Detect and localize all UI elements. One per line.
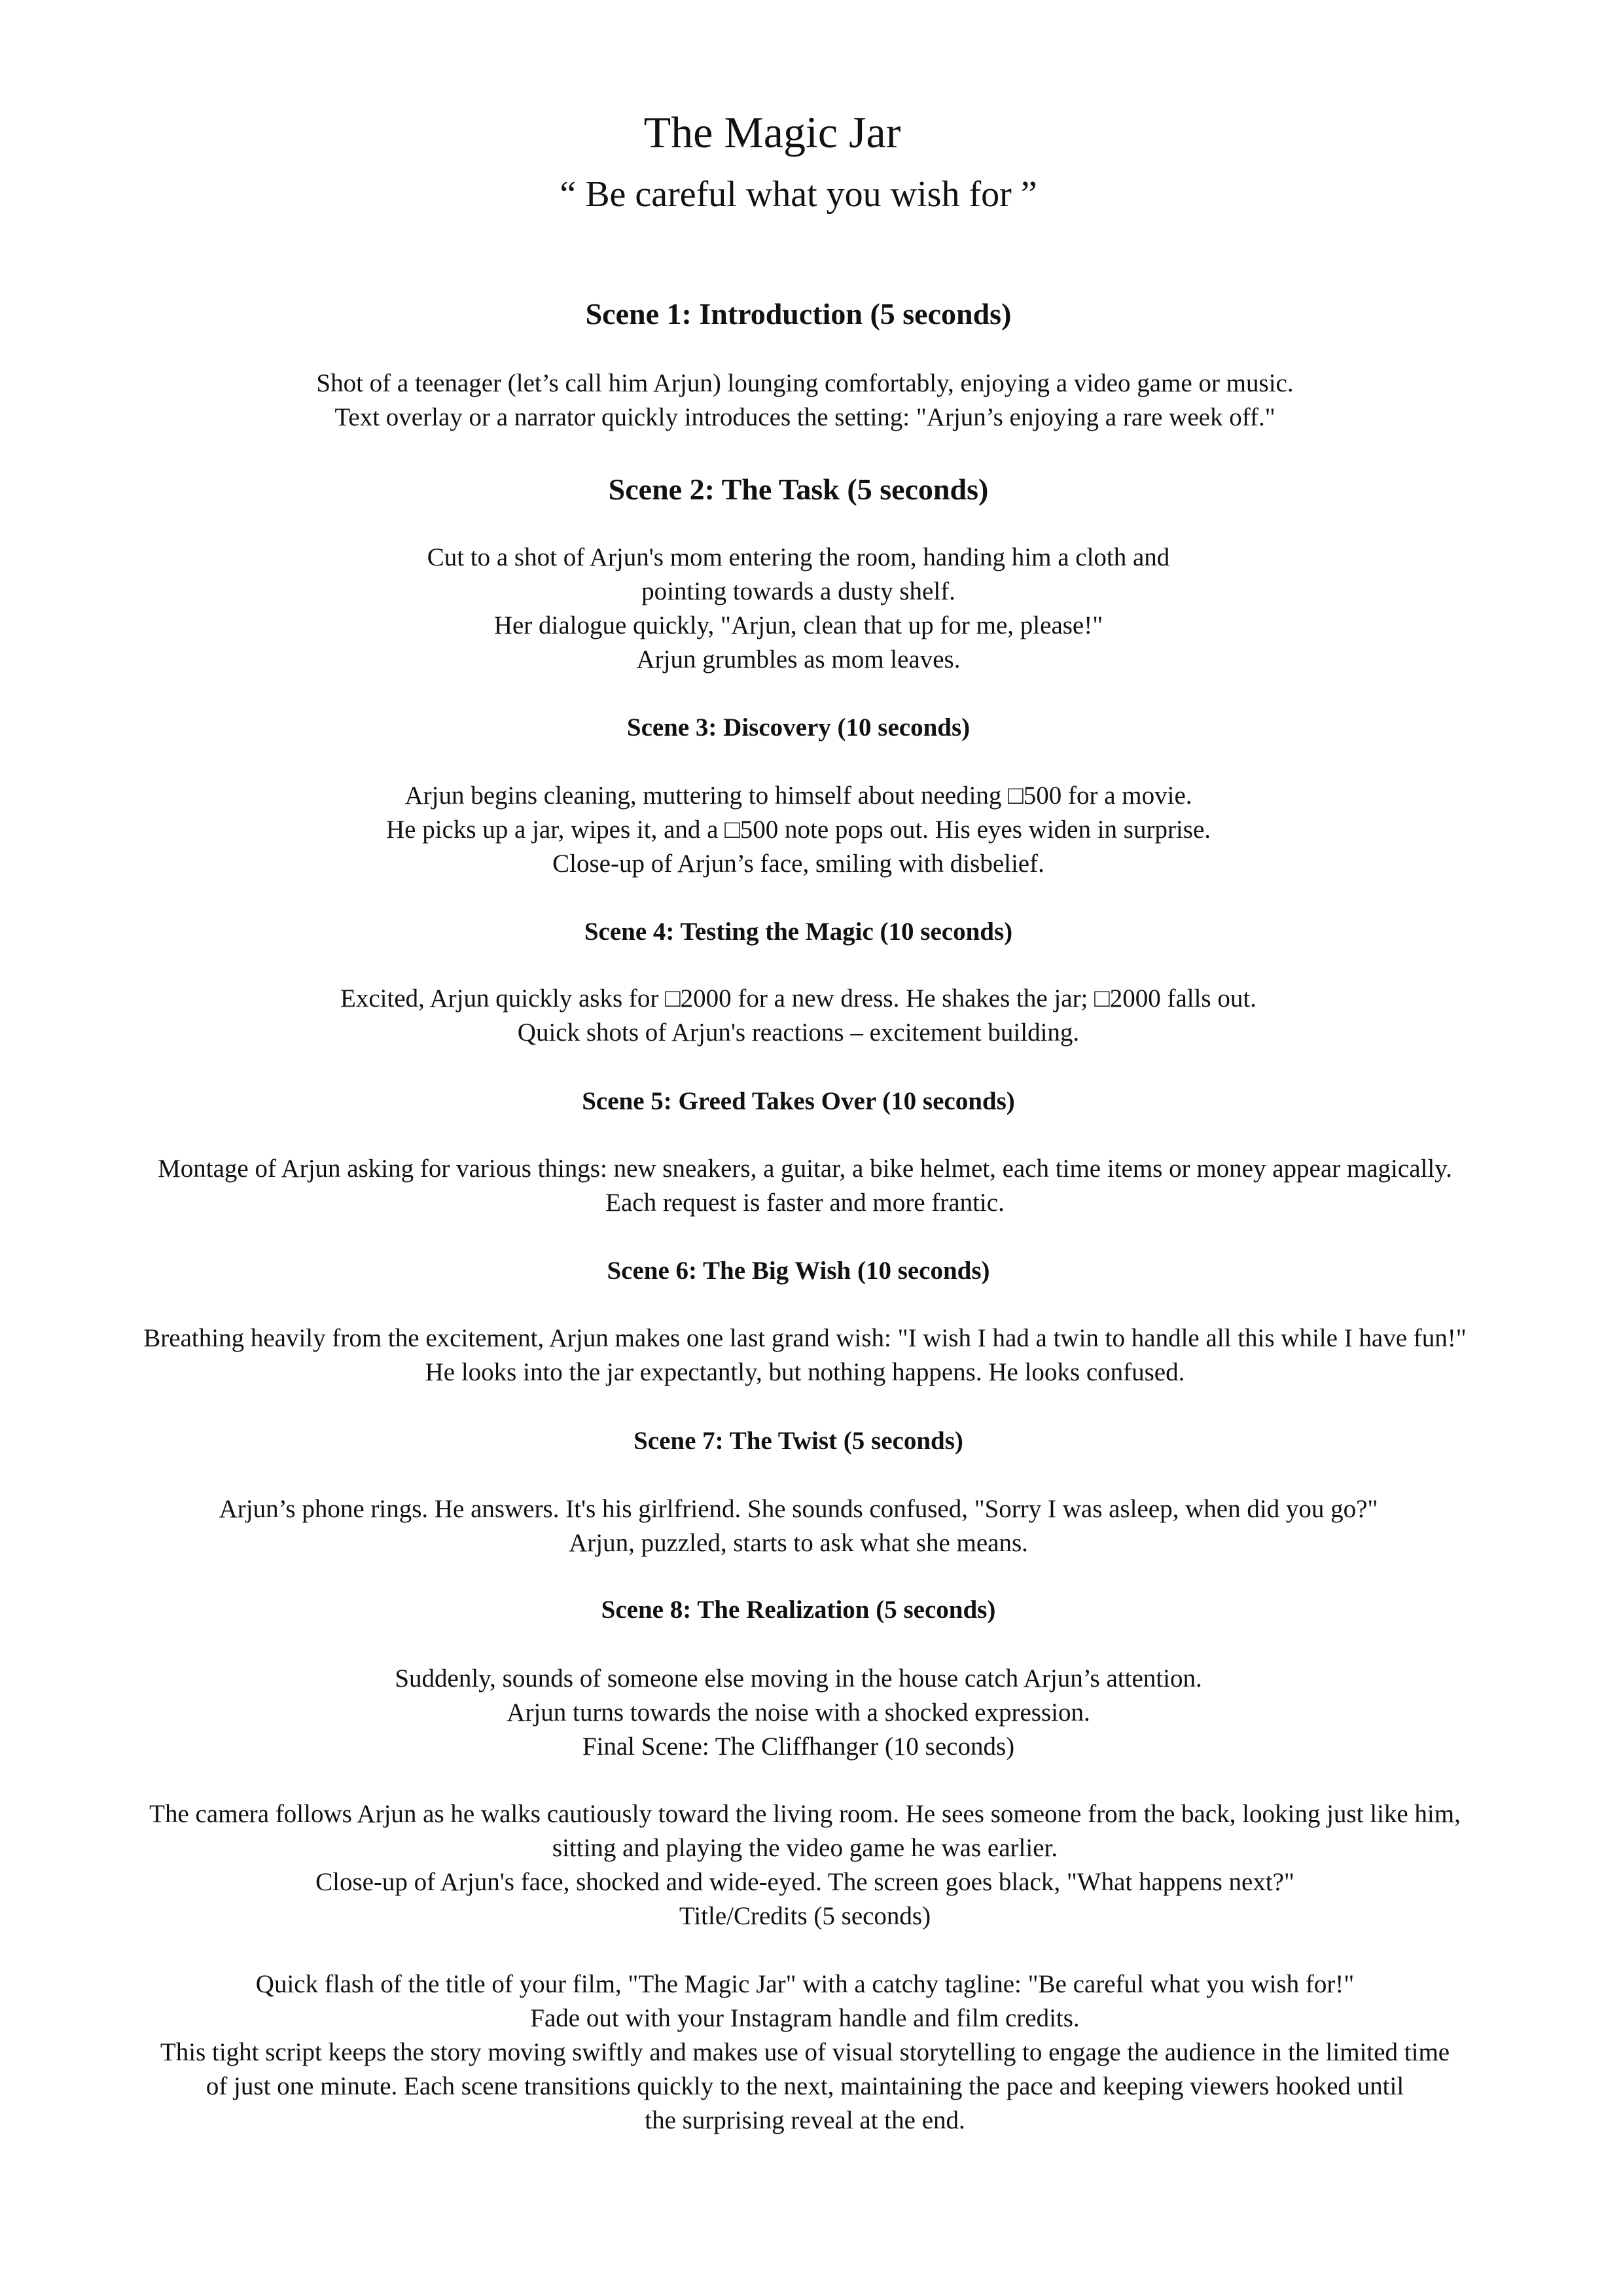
scene-2-heading: Scene 2: The Task (5 seconds) (608, 473, 989, 506)
scene-7-body (0, 1492, 1597, 1560)
scene-line: He picks up a jar, wipes it, and a □500 note pops out. His eyes widen in surprise. (385, 816, 1211, 844)
scene-8-heading: Scene 8: The Realization (5 seconds) (601, 1596, 996, 1624)
scene-3-body (0, 779, 1597, 881)
scene-7-heading: Scene 7: The Twist (5 seconds) (633, 1427, 963, 1455)
scene-line: Arjun, puzzled, starts to ask what she means. (569, 1529, 1028, 1557)
scene-line: Arjun grumbles as mom leaves. (636, 645, 961, 673)
scene-line: Fade out with your Instagram handle and film credits. (530, 2004, 1080, 2032)
scene-line: Quick shots of Arjun's reactions – excitement building. (517, 1018, 1080, 1047)
scene-line: The camera follows Arjun as he walks cautiously toward the living room. He sees someone from the back, looking just like him, (149, 1800, 1461, 1828)
scene-line: pointing towards a dusty shelf. (641, 577, 955, 605)
scene-6-heading: Scene 6: The Big Wish (10 seconds) (607, 1257, 990, 1285)
scene-line: Close-up of Arjun's face, shocked and wide-eyed. The screen goes black, "What happens next?" (315, 1868, 1294, 1896)
scene-4-heading: Scene 4: Testing the Magic (10 seconds) (584, 918, 1013, 946)
scene-line: Each request is faster and more frantic. (605, 1189, 1005, 1217)
scene-1-heading: Scene 1: Introduction (5 seconds) (585, 297, 1012, 331)
document-title: The Magic Jar (643, 107, 901, 157)
scene-line: of just one minute. Each scene transitions quickly to the next, maintaining the pace and keeping viewers hooked until (205, 2072, 1404, 2100)
scene-line: Montage of Arjun asking for various things: new sneakers, a guitar, a bike helmet, each time items or money appear magically. (158, 1155, 1452, 1183)
scene-line: Final Scene: The Cliffhanger (10 seconds) (582, 1732, 1015, 1761)
scene-line: Breathing heavily from the excitement, Arjun makes one last grand wish: "I wish I had a twin to handle all this while I have fun!" (143, 1324, 1467, 1352)
scene-5-heading: Scene 5: Greed Takes Over (10 seconds) (582, 1087, 1015, 1115)
scene-line: This tight script keeps the story moving swiftly and makes use of visual storytelling to engage the audience in the limited time (160, 2038, 1450, 2066)
scene-line: the surprising reveal at the end. (645, 2106, 965, 2134)
scene-line: He looks into the jar expectantly, but nothing happens. He looks confused. (425, 1358, 1185, 1386)
scene-line: Quick flash of the title of your film, "The Magic Jar" with a catchy tagline: "Be careful what you wish for!" (255, 1970, 1355, 1998)
scene-line: Close-up of Arjun’s face, smiling with disbelief. (552, 850, 1044, 878)
scene-3-heading: Scene 3: Discovery (10 seconds) (626, 713, 971, 742)
scene-8-body (0, 1662, 1597, 1764)
scene-line: Arjun’s phone rings. He answers. It's his girlfriend. She sounds confused, "Sorry I was asleep, when did you go?" (219, 1495, 1378, 1523)
scene-line: Excited, Arjun quickly asks for □2000 for a new dress. He shakes the jar; □2000 falls out. (340, 984, 1257, 1013)
final-scene-body (0, 1797, 1610, 1933)
document-tagline: “ Be careful what you wish for ” (560, 174, 1037, 215)
scene-line: Suddenly, sounds of someone else moving in the house catch Arjun’s attention. (395, 1664, 1202, 1693)
scene-6-body (0, 1321, 1610, 1390)
credits-body (0, 1967, 1610, 2138)
scene-5-body (0, 1152, 1610, 1220)
scene-line: Her dialogue quickly, "Arjun, clean that up for me, please!" (493, 611, 1103, 639)
scene-4-body (0, 982, 1597, 1050)
scene-1-body (0, 367, 1610, 435)
scene-line: Arjun begins cleaning, muttering to himself about needing □500 for a movie. (404, 781, 1192, 810)
scene-line: sitting and playing the video game he was earlier. (552, 1834, 1058, 1862)
scene-2-body (0, 541, 1597, 677)
scene-line: Arjun turns towards the noise with a shocked expression. (507, 1698, 1090, 1727)
scene-line: Cut to a shot of Arjun's mom entering the room, handing him a cloth and (427, 543, 1170, 571)
scene-line: Title/Credits (5 seconds) (679, 1902, 931, 1930)
scene-line: Text overlay or a narrator quickly introduces the setting: "Arjun’s enjoying a rare week off." (334, 403, 1275, 431)
scene-line: Shot of a teenager (let’s call him Arjun) lounging comfortably, enjoying a video game or music. (316, 369, 1294, 397)
